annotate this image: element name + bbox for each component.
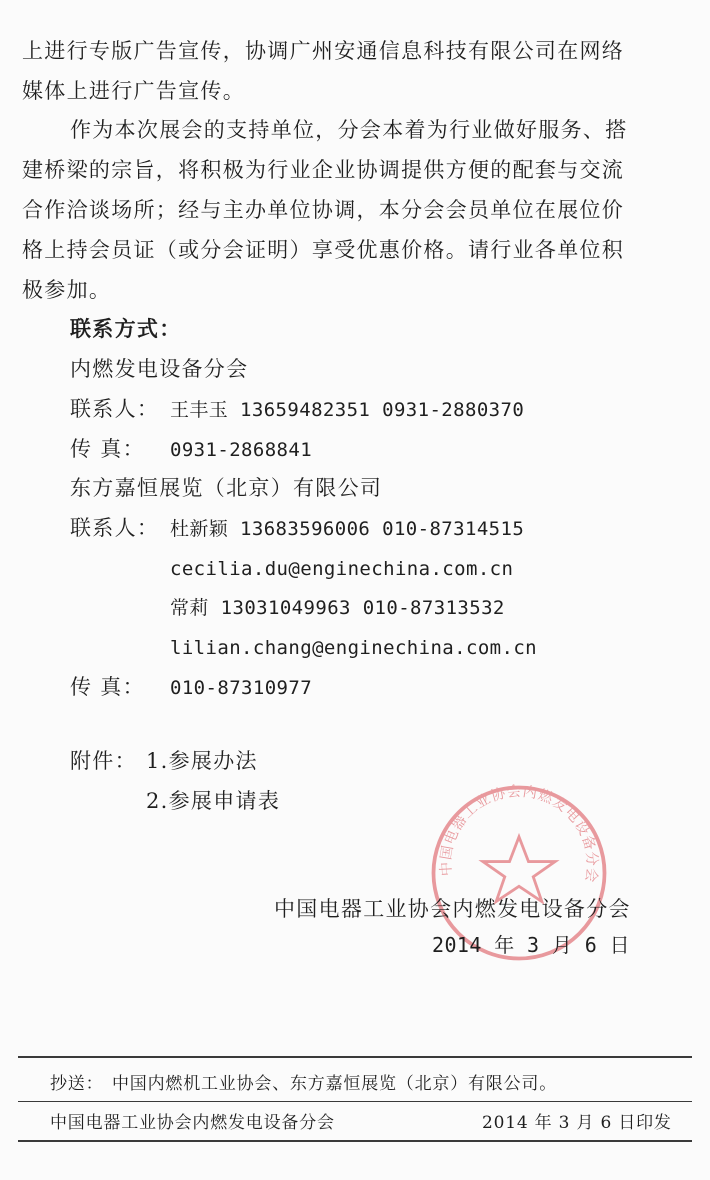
seal-text: 中国电器工业协会内燃发电设备分会 xyxy=(438,783,600,885)
org2-contact-label: 联系人： xyxy=(70,516,160,540)
issue-date: 2014 年 3 月 6 日印发 xyxy=(482,1113,672,1133)
paragraph-2-line-5: 极参加。 xyxy=(22,278,112,302)
paragraph-2-line-1: 作为本次展会的支持单位，分会本着为行业做好服务、搭 xyxy=(70,118,628,142)
paragraph-1-line-1: 上进行专版广告宣传，协调广州安通信息科技有限公司在网络 xyxy=(22,39,625,63)
attachments-label: 附件： xyxy=(70,749,137,773)
org2-person1-email: cecilia.du@enginechina.com.cn xyxy=(170,558,514,580)
org2-person2-email: lilian.chang@enginechina.com.cn xyxy=(170,637,538,659)
cc-label: 抄送： xyxy=(50,1074,104,1094)
attachment-1: 1.参展办法 xyxy=(146,749,258,773)
issuer-name: 中国电器工业协会内燃发电设备分会 xyxy=(50,1113,335,1133)
contact-heading: 联系方式： xyxy=(70,316,182,341)
svg-text:中国电器工业协会内燃发电设备分会 xyxy=(437,783,600,884)
org2-name: 东方嘉恒展览（北京）有限公司 xyxy=(70,476,383,500)
org2-fax-value: 010-87310977 xyxy=(170,677,313,699)
org2-person1: 杜新颖 13683596006 010-87314515 xyxy=(170,518,525,540)
paragraph-1-line-2: 媒体上进行广告宣传。 xyxy=(22,79,245,103)
org1-fax-value: 0931-2868841 xyxy=(170,439,313,461)
paragraph-2-line-2: 建桥梁的宗旨，将积极为行业企业协调提供方便的配套与交流 xyxy=(22,158,625,182)
cc-value: 中国内燃机工业协会、东方嘉恒展览（北京）有限公司。 xyxy=(112,1074,557,1094)
signature-date: 2014 年 3 月 6 日 xyxy=(432,933,631,957)
footer-rule-bottom xyxy=(18,1140,692,1142)
paragraph-2-line-3: 合作洽谈场所；经与主办单位协调，本分会会员单位在展位价 xyxy=(22,198,625,222)
signature-org: 中国电器工业协会内燃发电设备分会 xyxy=(274,897,631,921)
paragraph-2-line-4: 格上持会员证（或分会证明）享受优惠价格。请行业各单位积 xyxy=(22,238,625,262)
attachment-2: 2.参展申请表 xyxy=(146,789,281,813)
footer-rule-top xyxy=(18,1056,692,1058)
org1-name: 内燃发电设备分会 xyxy=(70,357,249,381)
org2-person2: 常莉 13031049963 010-87313532 xyxy=(170,597,505,619)
org1-contact-label: 联系人： xyxy=(70,397,160,421)
org2-fax-label: 传 真： xyxy=(70,675,145,699)
footer-rule-middle xyxy=(18,1101,692,1102)
org1-fax-label: 传 真： xyxy=(70,437,145,461)
org1-contact-value: 王丰玉 13659482351 0931-2880370 xyxy=(170,399,525,421)
